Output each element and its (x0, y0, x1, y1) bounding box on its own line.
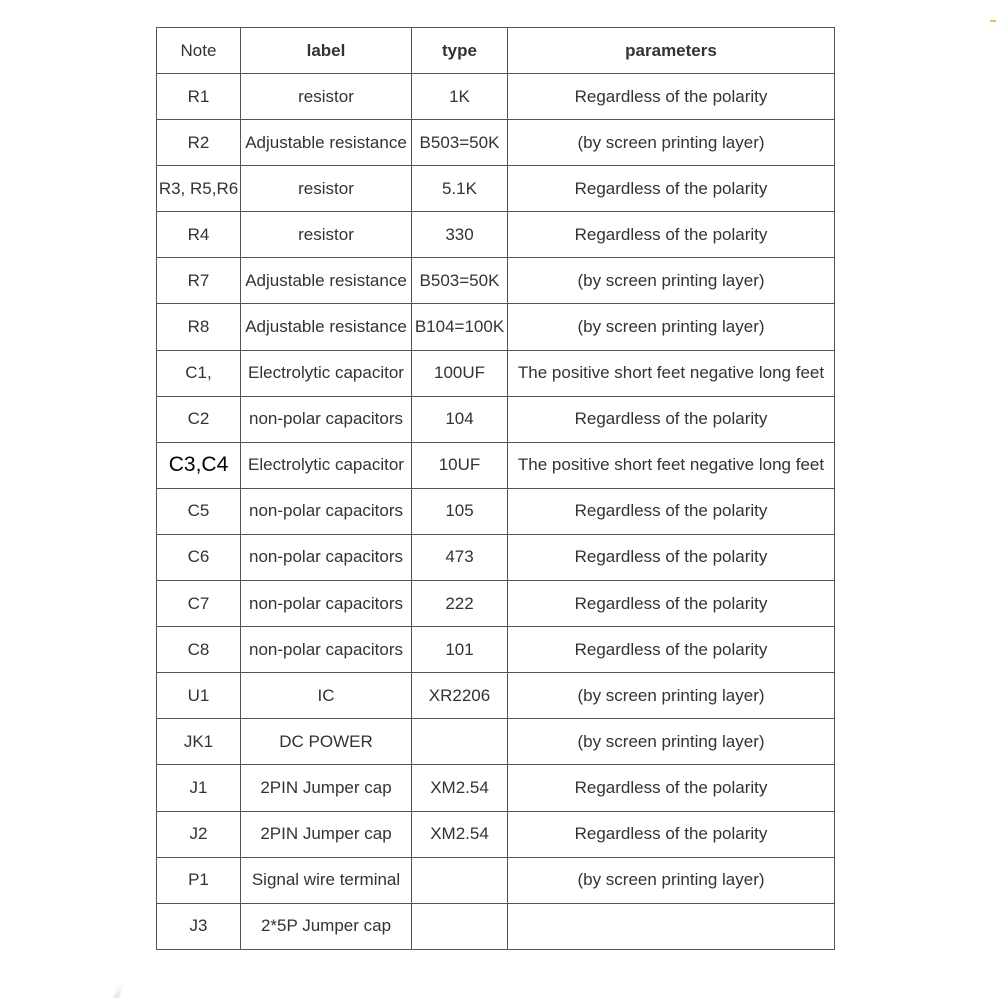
table-header (157, 28, 835, 74)
note-cell: U1 (157, 673, 241, 719)
parameters-cell: Regardless of the polarity (508, 811, 835, 857)
label-cell: IC (241, 673, 412, 719)
header-note: Note (157, 28, 241, 74)
type-cell: XR2206 (412, 673, 508, 719)
type-cell (412, 857, 508, 903)
header-row (157, 28, 835, 74)
header-parameters: parameters (508, 28, 835, 74)
type-cell: 473 (412, 534, 508, 580)
note-cell: J2 (157, 811, 241, 857)
parameters-cell: Regardless of the polarity (508, 212, 835, 258)
note-cell: R2 (157, 120, 241, 166)
label-cell: Adjustable resistance (241, 304, 412, 350)
note-cell: P1 (157, 857, 241, 903)
table-row (157, 857, 835, 903)
component-table (156, 27, 835, 950)
table-row (157, 166, 835, 212)
label-cell: Adjustable resistance (241, 120, 412, 166)
table-row (157, 534, 835, 580)
note-cell: C6 (157, 534, 241, 580)
parameters-cell: Regardless of the polarity (508, 627, 835, 673)
label-cell: 2*5P Jumper cap (241, 903, 412, 949)
label-cell: resistor (241, 74, 412, 120)
parameters-cell: (by screen printing layer) (508, 857, 835, 903)
parameters-cell: Regardless of the polarity (508, 581, 835, 627)
note-cell: R8 (157, 304, 241, 350)
note-cell: C5 (157, 488, 241, 534)
type-cell (412, 903, 508, 949)
decorative-smudge (113, 982, 125, 998)
note-cell: R4 (157, 212, 241, 258)
note-cell: C7 (157, 581, 241, 627)
type-cell (412, 719, 508, 765)
label-cell: 2PIN Jumper cap (241, 765, 412, 811)
table-row (157, 350, 835, 396)
type-cell: 10UF (412, 442, 508, 488)
type-cell: XM2.54 (412, 811, 508, 857)
table-row (157, 258, 835, 304)
table-row (157, 396, 835, 442)
label-cell: Electrolytic capacitor (241, 350, 412, 396)
parameters-cell: (by screen printing layer) (508, 258, 835, 304)
type-cell: 222 (412, 581, 508, 627)
table-row (157, 719, 835, 765)
table-row (157, 673, 835, 719)
type-cell: 5.1K (412, 166, 508, 212)
parameters-cell: (by screen printing layer) (508, 719, 835, 765)
note-cell: C2 (157, 396, 241, 442)
parameters-cell: Regardless of the polarity (508, 74, 835, 120)
parameters-cell: The positive short feet negative long feet (508, 442, 835, 488)
table-row (157, 488, 835, 534)
note-cell: J1 (157, 765, 241, 811)
type-cell: 104 (412, 396, 508, 442)
label-cell: Adjustable resistance (241, 258, 412, 304)
type-cell: 101 (412, 627, 508, 673)
label-cell: DC POWER (241, 719, 412, 765)
table-row (157, 120, 835, 166)
parameters-cell: The positive short feet negative long feet (508, 350, 835, 396)
note-cell: JK1 (157, 719, 241, 765)
parameters-cell: Regardless of the polarity (508, 166, 835, 212)
table-row (157, 765, 835, 811)
note-cell: R7 (157, 258, 241, 304)
table-row (157, 811, 835, 857)
label-cell: non-polar capacitors (241, 396, 412, 442)
note-cell: R3, R5,R6 (157, 166, 241, 212)
component-list-sheet (156, 27, 834, 950)
table-row (157, 903, 835, 949)
label-cell: non-polar capacitors (241, 581, 412, 627)
parameters-cell: Regardless of the polarity (508, 534, 835, 580)
parameters-cell: Regardless of the polarity (508, 488, 835, 534)
note-cell: C3,C4 (157, 442, 241, 488)
type-cell: B104=100K (412, 304, 508, 350)
label-cell: non-polar capacitors (241, 534, 412, 580)
note-cell: C8 (157, 627, 241, 673)
table-row (157, 304, 835, 350)
label-cell: non-polar capacitors (241, 627, 412, 673)
type-cell: 105 (412, 488, 508, 534)
parameters-cell: Regardless of the polarity (508, 765, 835, 811)
type-cell: 1K (412, 74, 508, 120)
label-cell: Signal wire terminal (241, 857, 412, 903)
header-label: label (241, 28, 412, 74)
table-row (157, 442, 835, 488)
note-cell: J3 (157, 903, 241, 949)
type-cell: 330 (412, 212, 508, 258)
parameters-cell: (by screen printing layer) (508, 673, 835, 719)
table-row (157, 74, 835, 120)
note-cell: C1, (157, 350, 241, 396)
label-cell: Electrolytic capacitor (241, 442, 412, 488)
table-body (157, 74, 835, 950)
table-row (157, 627, 835, 673)
table-row (157, 581, 835, 627)
parameters-cell: (by screen printing layer) (508, 120, 835, 166)
decorative-mark (990, 20, 996, 22)
type-cell: 100UF (412, 350, 508, 396)
note-cell: R1 (157, 74, 241, 120)
parameters-cell (508, 903, 835, 949)
type-cell: B503=50K (412, 120, 508, 166)
parameters-cell: Regardless of the polarity (508, 396, 835, 442)
label-cell: non-polar capacitors (241, 488, 412, 534)
parameters-cell: (by screen printing layer) (508, 304, 835, 350)
label-cell: 2PIN Jumper cap (241, 811, 412, 857)
label-cell: resistor (241, 166, 412, 212)
type-cell: XM2.54 (412, 765, 508, 811)
table-row (157, 212, 835, 258)
label-cell: resistor (241, 212, 412, 258)
header-type: type (412, 28, 508, 74)
type-cell: B503=50K (412, 258, 508, 304)
